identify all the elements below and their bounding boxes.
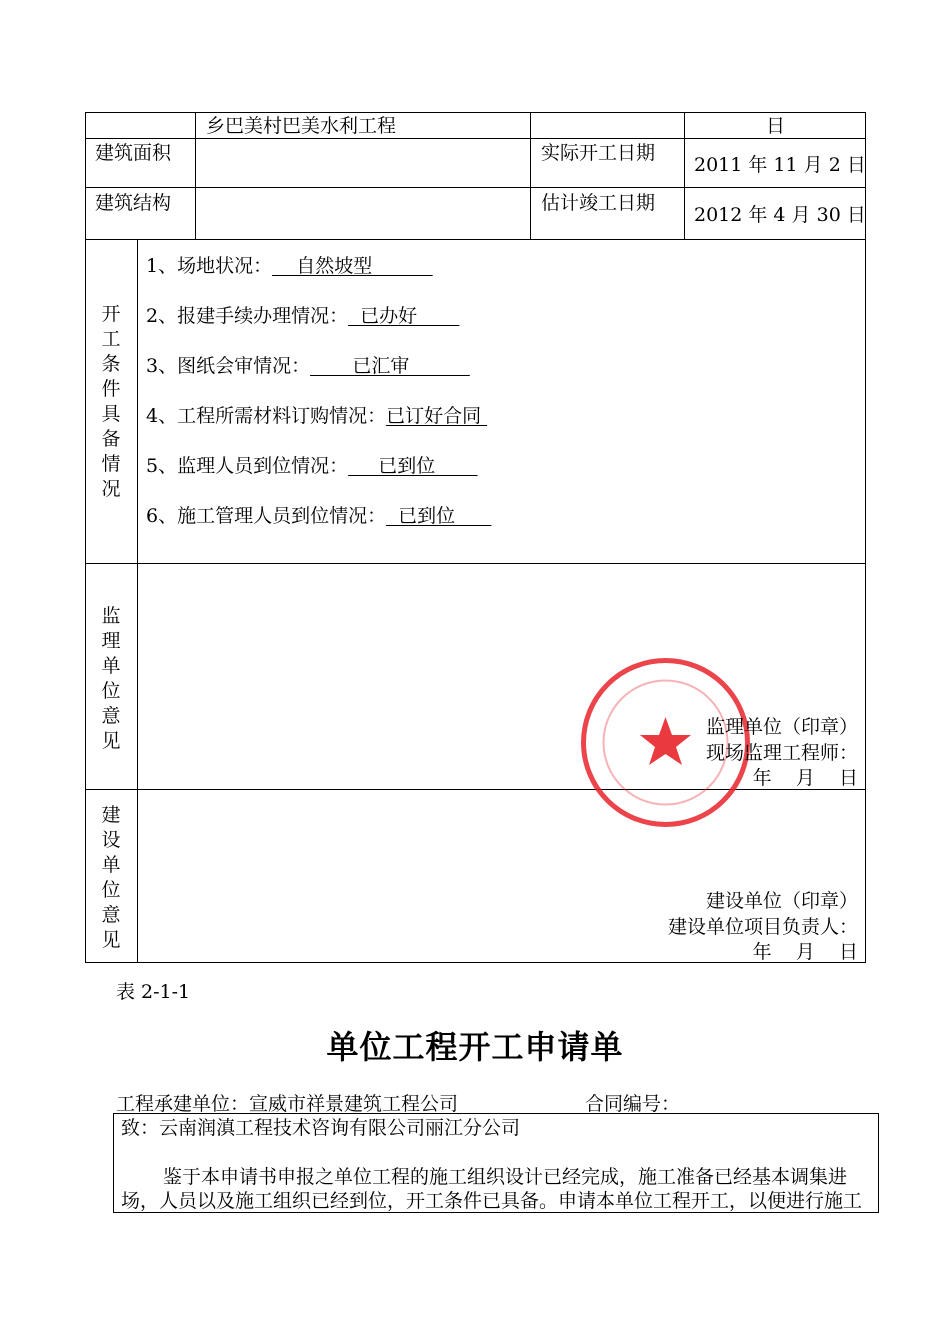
condition-item: 2、报建手续办理情况： 已办好 <box>146 305 460 327</box>
application-body-line: 鉴于本申请书申报之单位工程的施工组织设计已经完成，施工准备已经基本调集进 <box>163 1166 848 1188</box>
conditions-side-label: 开 工 条 件 具 备 情 况 <box>101 303 121 500</box>
form-code: 表 2-1-1 <box>116 981 191 1003</box>
condition-item: 6、施工管理人员到位情况： 已到位 <box>146 505 492 527</box>
page-title: 单位工程开工申请单 <box>326 1028 624 1066</box>
condition-item: 4、工程所需材料订购情况：已订好合同 <box>146 405 488 427</box>
seal-star-icon <box>640 717 691 765</box>
table-col-divider <box>195 112 196 239</box>
contractor-label: 工程承建单位：宣威市祥景建筑工程公司 <box>116 1093 459 1115</box>
estimated-completion-value: 2012 年 4 月 30 日 <box>694 204 866 226</box>
table-side-divider <box>137 239 138 963</box>
table-left-border <box>85 112 86 963</box>
table-row-divider <box>85 187 866 188</box>
supervision-side-label: 监 理 单 位 意 见 <box>101 605 121 752</box>
project-name: 乡巴美村巴美水利工程 <box>206 115 397 137</box>
construction-project-leader: 建设单位项目负责人： <box>667 916 858 938</box>
row0-right-cell: 日 <box>766 115 786 137</box>
application-recipient: 致：云南润滇工程技术咨询有限公司丽江分公司 <box>121 1117 521 1139</box>
actual-start-date-value: 2011 年 11 月 2 日 <box>694 154 866 176</box>
construction-date: 年 月 日 <box>752 941 858 963</box>
contract-number-label: 合同编号： <box>585 1093 681 1115</box>
table-top-border <box>85 112 866 113</box>
construction-unit-seal: 建设单位（印章） <box>705 890 858 912</box>
building-structure-label: 建筑结构 <box>95 192 172 214</box>
condition-item: 5、监理人员到位情况： 已到位 <box>146 455 478 477</box>
estimated-completion-label: 估计竣工日期 <box>541 192 656 214</box>
condition-item: 3、图纸会审情况： 已汇审 <box>146 355 470 377</box>
table-col-divider <box>684 112 685 239</box>
construction-side-label: 建 设 单 位 意 见 <box>101 804 121 951</box>
table-row-divider <box>85 239 866 240</box>
table-bottom-border <box>85 962 866 963</box>
supervision-date: 年 月 日 <box>752 767 858 789</box>
building-area-label: 建筑面积 <box>95 142 172 164</box>
table-row-divider <box>85 563 866 564</box>
application-body-line: 场，人员以及施工组织已经到位，开工条件已具备。申请本单位工程开工，以便进行施工 <box>121 1190 863 1212</box>
condition-item: 1、场地状况： 自然坡型 <box>146 255 433 277</box>
table-right-border <box>865 112 866 963</box>
actual-start-date-label: 实际开工日期 <box>541 142 656 164</box>
supervision-unit-seal: 监理单位（印章） <box>705 716 858 738</box>
table-row-divider <box>85 138 866 139</box>
table-col-divider <box>530 112 531 239</box>
supervision-engineer: 现场监理工程师： <box>705 742 858 764</box>
